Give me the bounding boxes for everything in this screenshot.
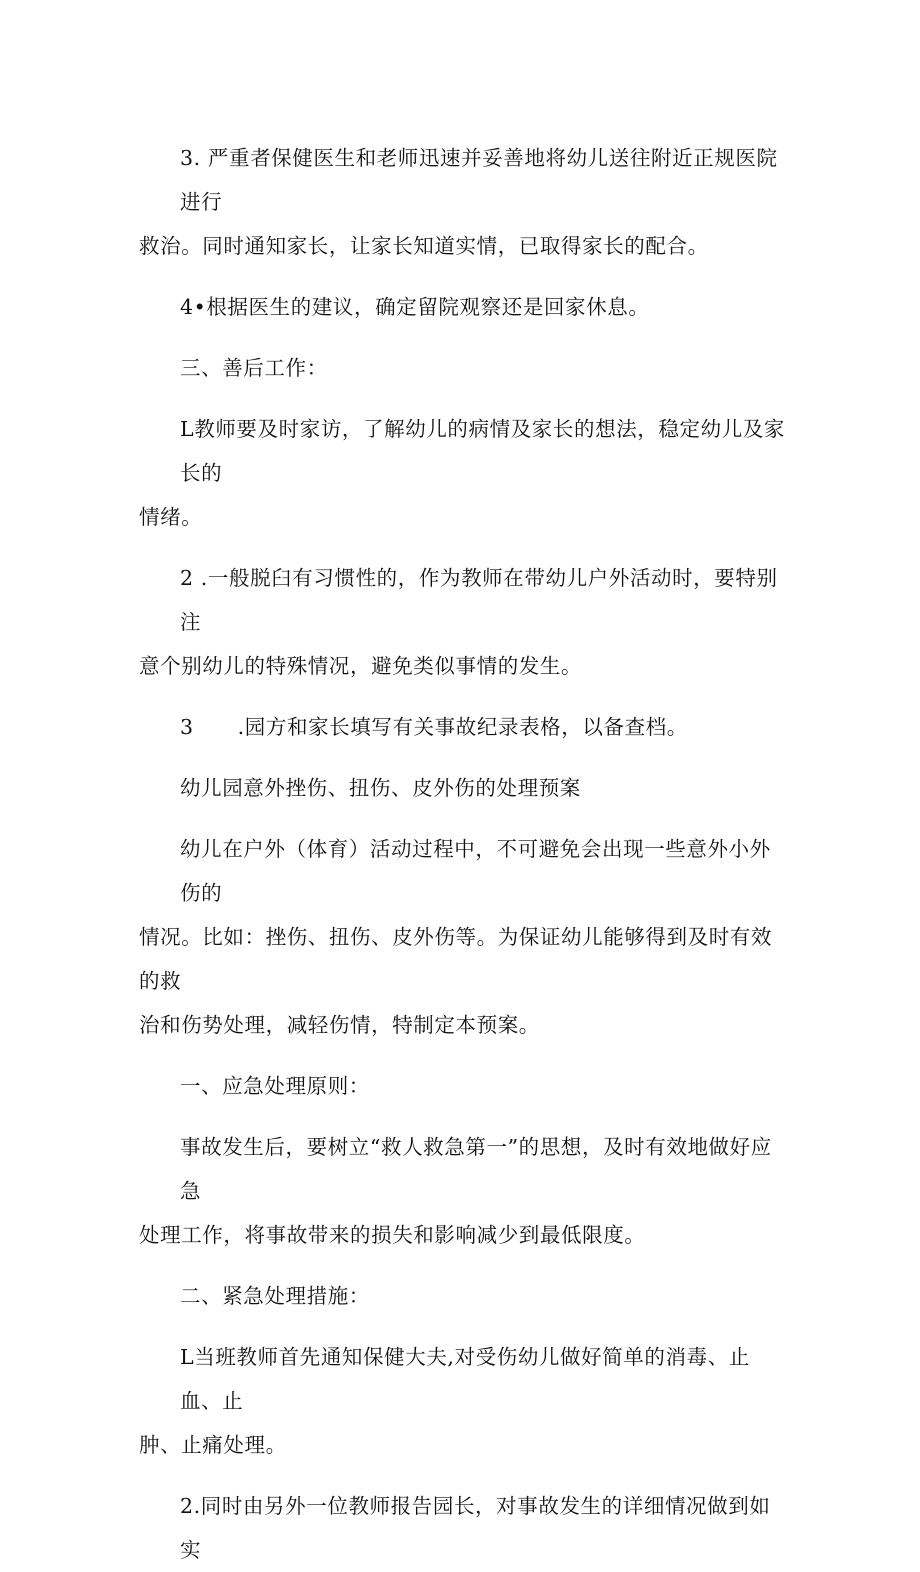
title-line: 幼儿园意外挫伤、扭伤、皮外伤的处理预案 <box>180 776 581 800</box>
paragraph-line <box>139 705 789 749</box>
item-text: .园方和家长填写有关事故纪录表格，以备查档。 <box>237 715 688 739</box>
paragraph-line: 4•根据医生的建议，确定留院观察还是回家休息。 <box>180 295 650 319</box>
heading-line: 二、紧急处理措施： <box>180 1284 370 1308</box>
paragraph-line: L教师要及时家访，了解幼儿的病情及家长的想法，稳定幼儿及家长的 <box>180 417 786 485</box>
paragraph-aftercare-3 <box>139 705 789 749</box>
section-heading-emergency <box>139 1274 789 1318</box>
paragraph-plan-intro <box>139 827 789 1047</box>
heading-line: 三、善后工作： <box>180 356 328 380</box>
paragraph-line: 处理工作，将事故带来的损失和影响减少到最低限度。 <box>139 1223 646 1247</box>
paragraph-line: 幼儿在户外（体育）活动过程中，不可避免会出现一些意外小外伤的 <box>180 837 771 905</box>
paragraph-aftercare-1 <box>139 407 789 539</box>
section-title-injury-plan <box>139 766 789 810</box>
item-number: 3 <box>180 715 194 739</box>
heading-line: 一、应急处理原则： <box>180 1074 370 1098</box>
paragraph-line: 2.同时由另外一位教师报告园长，对事故发生的详细情况做到如实 <box>180 1494 771 1562</box>
paragraph-line: 事故发生后，要树立“救人救急第一”的思想，及时有效地做好应急 <box>180 1135 772 1203</box>
paragraph-step-3-hospital <box>139 136 789 268</box>
paragraph-principles <box>139 1125 789 1257</box>
paragraph-line: 3. 严重者保健医生和老师迅速并妥善地将幼儿送往附近正规医院进行 <box>180 146 778 214</box>
paragraph-line: 情况。比如：挫伤、扭伤、皮外伤等。为保证幼儿能够得到及时有效的救 <box>139 925 772 993</box>
paragraph-line: 救治。同时通知家长，让家长知道实情，已取得家长的配合。 <box>139 234 709 258</box>
paragraph-line: 2 .一般脱臼有习惯性的，作为教师在带幼儿户外活动时，要特别注 <box>180 566 778 634</box>
paragraph-line: L当班教师首先通知保健大夫,对受伤幼儿做好简单的消毒、止血、止 <box>180 1345 750 1413</box>
paragraph-emergency-1 <box>139 1335 789 1467</box>
paragraph-aftercare-2 <box>139 556 789 688</box>
paragraph-emergency-2 <box>139 1484 789 1572</box>
section-heading-aftercare <box>139 346 789 390</box>
paragraph-line: 肿、止痛处理。 <box>139 1433 287 1457</box>
paragraph-line: 情绪。 <box>139 505 203 529</box>
document-body <box>139 136 789 1572</box>
paragraph-line: 意个别幼儿的特殊情况，避免类似事情的发生。 <box>139 654 583 678</box>
paragraph-line: 治和伤势处理，减轻伤情，特制定本预案。 <box>139 1013 540 1037</box>
paragraph-step-4-observation <box>139 285 789 329</box>
section-heading-principles <box>139 1064 789 1108</box>
